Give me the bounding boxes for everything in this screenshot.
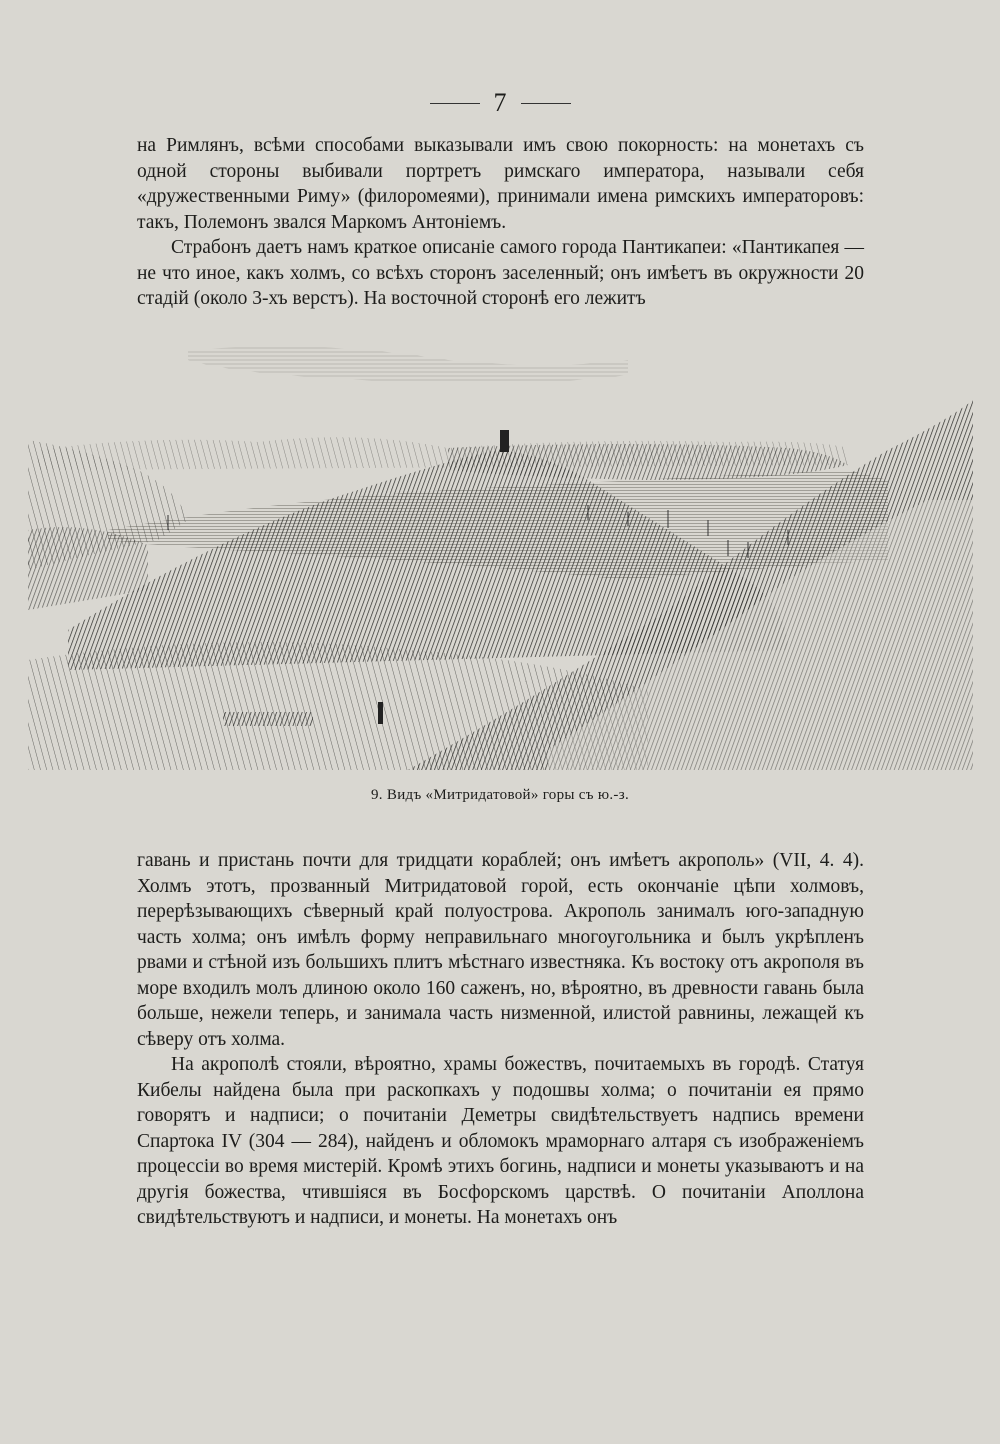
text-block-bottom <box>137 848 864 1231</box>
header-rule-left <box>430 103 480 104</box>
paragraph: на Римлянъ, всѣми способами выказывали имъ свою покорность: на монетахъ съ одной стороны выбивали портретъ римскаго императора, называли себя «дружественными Риму» (филоромеями), принимали имена римскихъ императоровъ: такъ, Полемонъ звался Маркомъ Антоніемъ. <box>137 135 864 233</box>
paragraph: На акрополѣ стояли, вѣроятно, храмы божествъ, почитаемыхъ въ городѣ. Статуя Кибелы найдена была при раскопкахъ у подошвы холма; о почитаніи ея прямо говорятъ и надписи; о почитаніи Деметры свидѣтельствуетъ надпись времени Спартока IV (304 — 284), найденъ и обломокъ мраморнаго алтаря съ изображеніемъ процессіи во время мистерій. Кромѣ этихъ богинь, надписи и монеты указываютъ и на другія божества, чтившіяся въ Босфорскомъ царствѣ. О почитаніи Аполлона свидѣтельствуютъ и надписи, и монеты. На монетахъ онъ <box>137 1054 864 1228</box>
page-header <box>0 88 1000 118</box>
paragraph: Страбонъ даетъ намъ краткое описаніе самого города Пантикапеи: «Пантикапея — не что иное, какъ холмъ, со всѣхъ сторонъ заселенный; онъ имѣетъ въ окружности 20 стадій (около 3-хъ верстъ). На восточной сторонѣ его лежитъ <box>137 237 864 309</box>
figure-caption: 9. Видъ «Митридатовой» горы съ ю.-з. <box>370 787 629 803</box>
paragraph: гавань и пристань почти для тридцати кораблей; онъ имѣетъ акрополь» (VII, 4. 4). Холмъ этотъ, прозванный Митридатовой горой, есть окончаніе цѣпи холмовъ, перерѣзывающихъ сѣверный край полуострова. Акрополь занималъ юго-западную часть холма; онъ имѣлъ форму неправильнаго многоугольника и былъ укрѣпленъ рвами и стѣной изъ большихъ плитъ мѣстнаго известняка. Къ востоку отъ акрополя въ море входилъ молъ длиною около 160 саженъ, но, вѣроятно, въ древности гавань была больше, нежели теперь, и занимала часть низменной, илистой равнины, лежащей къ сѣверу отъ холма. <box>137 850 864 1050</box>
header-rule-right <box>521 103 571 104</box>
text-block-top <box>137 133 864 312</box>
page-number: 7 <box>493 88 507 117</box>
engraving-mithridates-hill <box>28 330 973 770</box>
